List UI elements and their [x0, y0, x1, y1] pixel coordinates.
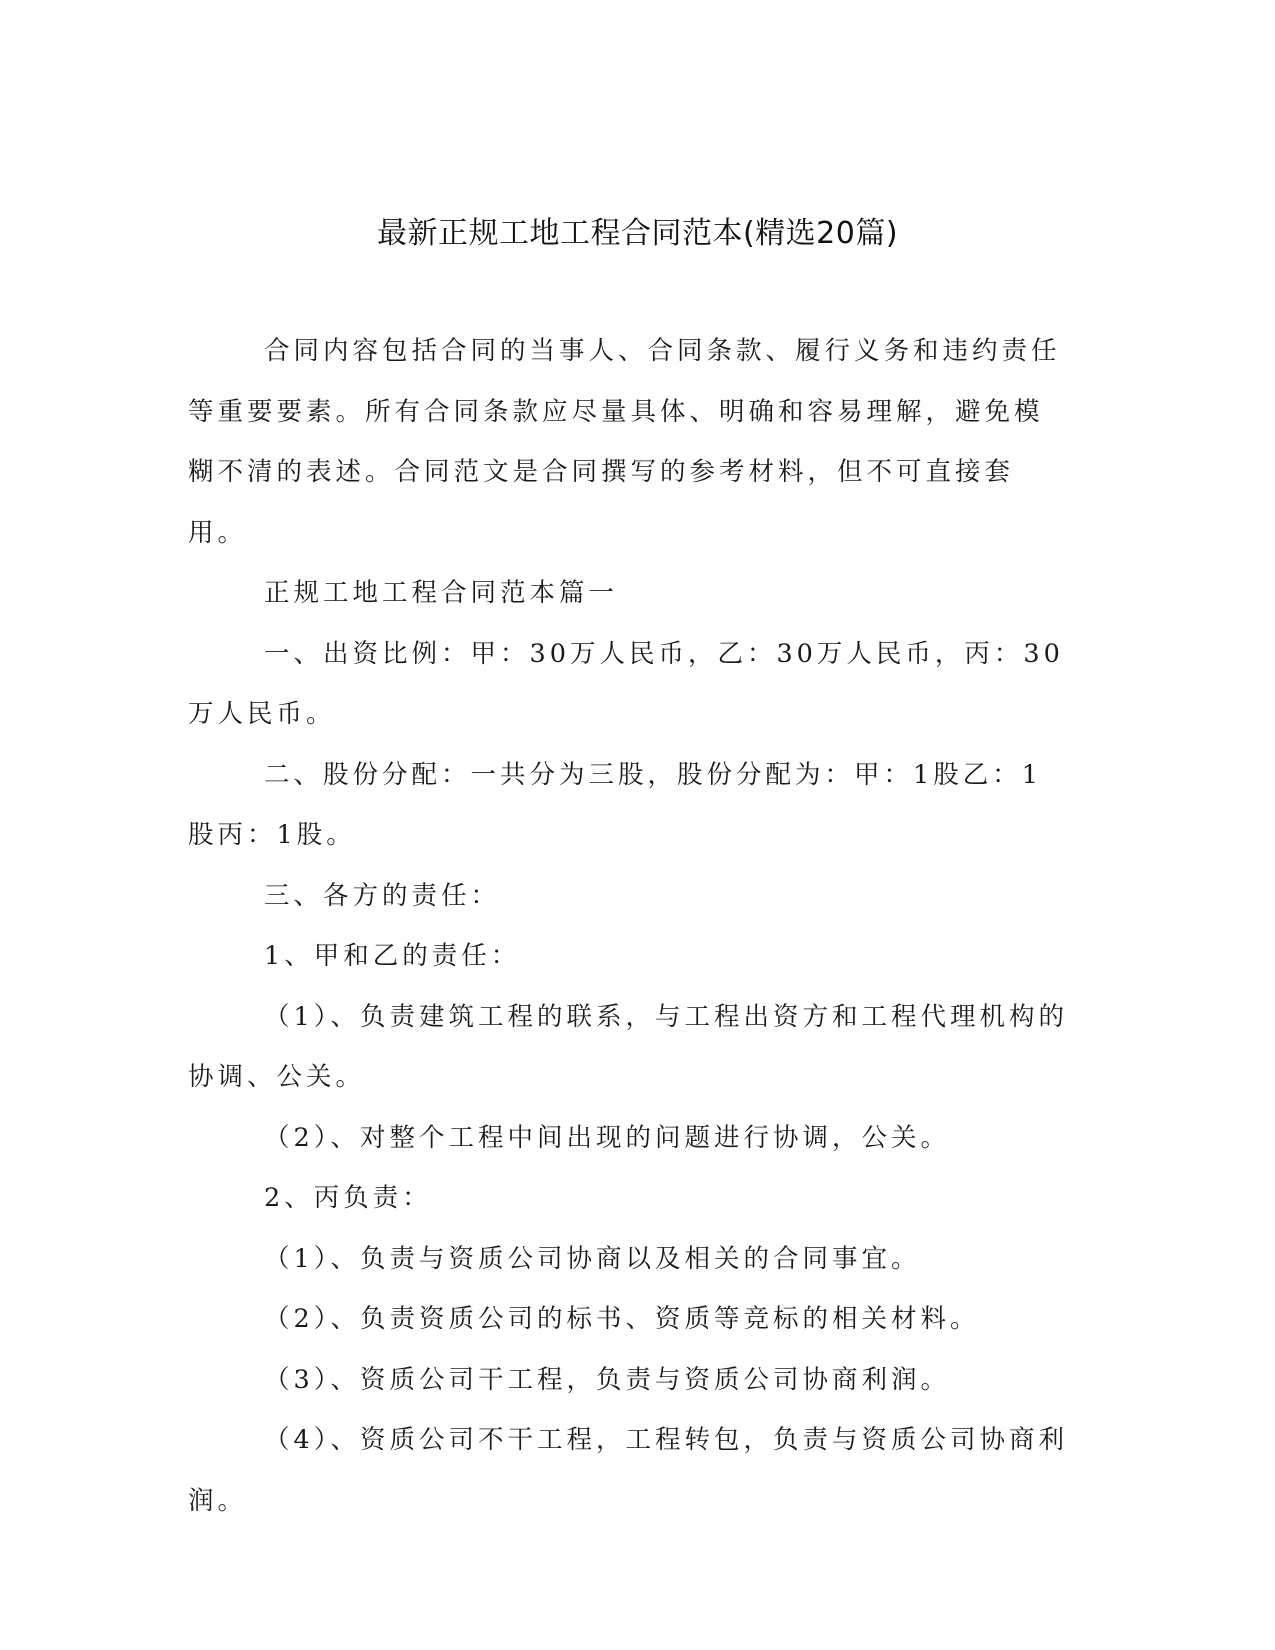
paragraph-intro: 合同内容包括合同的当事人、合同条款、履行义务和违约责任等重要要素。所有合同条款应尽量具体、明确和容易理解，避免模糊不清的表述。合同范文是合同撰写的参考材料，但不可直接套用。 — [188, 336, 1061, 548]
paragraph-investment-ratio: 一、出资比例：甲：30万人民币，乙：30万人民币，丙：30万人民币。 — [188, 638, 1064, 729]
list-item: （1）、负责建筑工程的联系，与工程出资方和工程代理机构的协调、公关。 — [188, 1001, 1068, 1092]
list-item: （3）、资质公司干工程，负责与资质公司协商利润。 — [264, 1364, 950, 1395]
list-item: （4）、资质公司不干工程，工程转包，负责与资质公司协商利润。 — [188, 1425, 1068, 1516]
list-item: （2）、负责资质公司的标书、资质等竞标的相关材料。 — [264, 1304, 980, 1334]
list-item: （1）、负责与资质公司协商以及相关的合同事宜。 — [264, 1243, 921, 1274]
section-heading: 正规工地工程合同范本篇一 — [264, 578, 619, 608]
paragraph-party-c-heading: 2、丙负责： — [264, 1183, 432, 1213]
document-body — [188, 321, 1068, 1531]
paragraph-party-ab-heading: 1、甲和乙的责任： — [264, 941, 521, 971]
document-title: 最新正规工地工程合同范本(精选20篇) — [376, 216, 899, 251]
paragraph-responsibilities-heading: 三、各方的责任： — [264, 880, 501, 911]
paragraph-share-allocation: 二、股份分配：一共分为三股，股份分配为：甲：1股乙：1股丙：1股。 — [188, 759, 1042, 850]
list-item: （2）、对整个工程中间出现的问题进行协调，公关。 — [264, 1122, 950, 1153]
